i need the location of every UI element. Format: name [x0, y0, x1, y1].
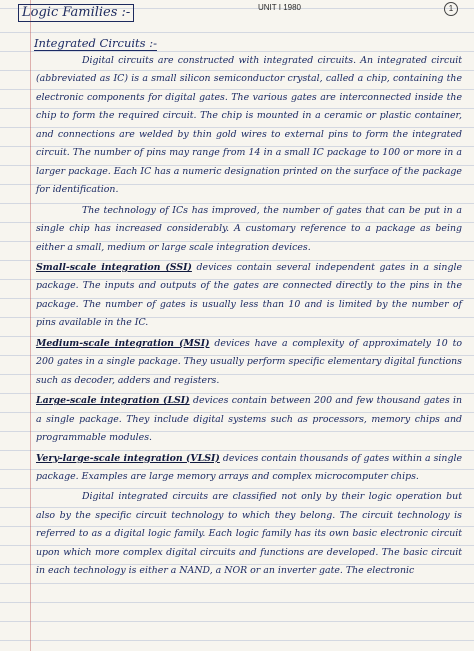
paragraph-lsi	[36, 392, 462, 447]
term-ssi: Small-scale integration (SSI)	[36, 261, 192, 273]
vlsi-description: devices contain thousands of gates within a single package. Examples are large memory arrays and complex microcomputer chips.	[36, 452, 462, 482]
paragraph-vlsi	[36, 450, 462, 487]
handwritten-body	[36, 52, 462, 583]
term-lsi: Large-scale integration (LSI)	[36, 395, 190, 407]
paragraph-logic-family: Digital integrated circuits are classified not only by their logic operation but also by the specific circuit technology to which they belong. The circuit technology is referred to as a digital logic family. Each logic family has its own basic electronic circuit upon which more complex digital circuits and functions are developed. The basic circuit in each technology is either a NAND, a NOR or an inverter gate. The electronic	[36, 491, 462, 577]
paragraph-msi	[36, 335, 462, 390]
ssi-description: devices contain several independent gates in a single package. The inputs and outputs of the gates are connected directly to the pins in the package. The number of gates is usually less than 10 and is limited by the number of pins available in the IC.	[36, 261, 462, 329]
paragraph-ssi	[36, 259, 462, 333]
unit-label: UNIT I 1980	[258, 3, 301, 12]
msi-description: devices have a complexity of approximately 10 to 200 gates in a single package. They usually perform specific elementary digital functions such as decoder, adders and registers.	[36, 337, 462, 386]
page-number: 1	[444, 2, 458, 16]
lsi-description: devices contain between 200 and few thousand gates in a single package. They include digital systems such as processors, memory chips and programmable modules.	[36, 395, 463, 444]
page-title: Logic Families :-	[18, 4, 134, 22]
paragraph-ic-intro: Digital circuits are constructed with integrated circuits. An integrated circuit (abbreviated as IC) is a small silicon semiconductor crystal, called a chip, containing the electronic components for digital gates. The various gates are interconnected inside the chip to form the required circuit. The chip is mounted in a ceramic or plastic container, and connections are welded by thin gold wires to external pins to form the integrated circuit. The number of pins may range from 14 in a small IC package to 100 or more in a larger package. Each IC has a numeric designation printed on the surface of the package for identification.	[36, 55, 462, 196]
paragraph-ic-technology: The technology of ICs has improved, the number of gates that can be put in a single chip has increased considerably. A customary reference to a package as being either a small, medium or large scale integration devices.	[36, 204, 462, 253]
term-msi: Medium-scale integration (MSI)	[36, 337, 210, 349]
margin-line	[30, 0, 31, 651]
section-heading: Integrated Circuits :-	[34, 36, 157, 50]
term-vlsi: Very-large-scale integration (VLSI)	[36, 452, 220, 464]
